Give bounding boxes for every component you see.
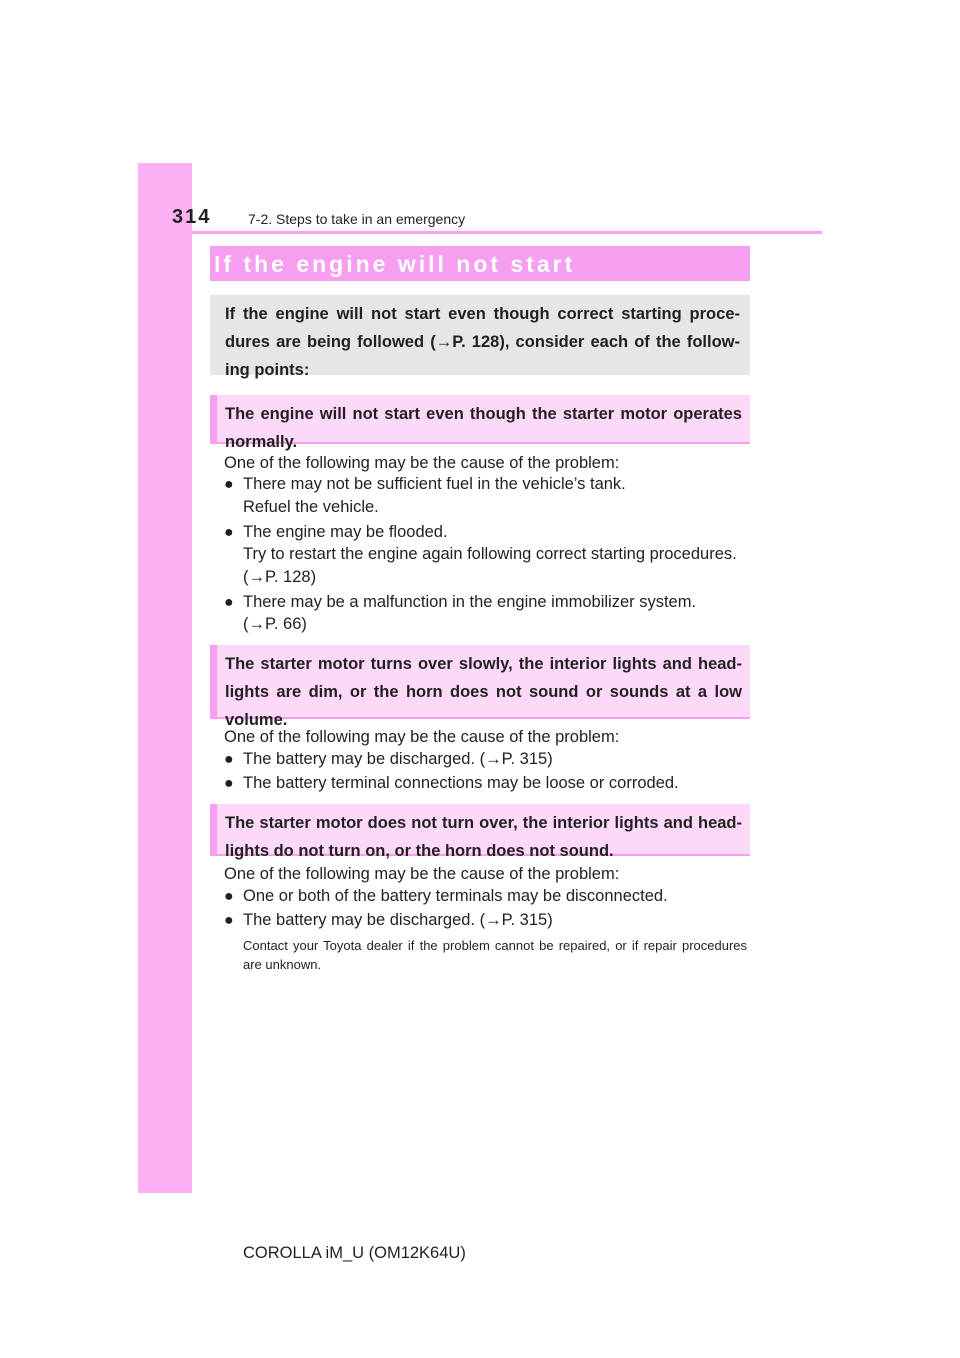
page-number: 314 xyxy=(172,206,212,228)
title-bar xyxy=(210,246,750,281)
bullet-icon: ● xyxy=(224,524,234,541)
heading-line: lights are dim, or the horn does not sound or sounds at a low xyxy=(225,683,742,701)
case3-heading xyxy=(210,804,750,860)
heading-line: normally. xyxy=(225,433,298,451)
bullet-icon: ● xyxy=(224,888,234,905)
cause-intro: One of the following may be the cause of the problem: xyxy=(224,728,620,746)
bullet-icon: ● xyxy=(224,751,234,768)
list-item-text: The battery may be discharged. (→P. 315) xyxy=(243,750,553,768)
list-item-text: The battery terminal connections may be loose or corroded. xyxy=(243,774,679,792)
section-title: 7-2. Steps to take in an emergency xyxy=(248,211,466,227)
bullet-icon: ● xyxy=(224,594,234,611)
heading-line: The starter motor turns over slowly, the interior lights and head- xyxy=(225,655,742,673)
intro-line: dures are being followed (→P. 128), consider each of the follow- xyxy=(225,333,740,351)
list-item-text: There may be a malfunction in the engine immobilizer system. xyxy=(243,593,697,611)
footer-model-code: COROLLA iM_U (OM12K64U) xyxy=(243,1244,466,1262)
list-subtext: (→P. 66) xyxy=(243,615,307,633)
list-item-text: The battery may be discharged. (→P. 315) xyxy=(243,911,553,929)
page-title: If the engine will not start xyxy=(214,251,576,277)
case2-heading xyxy=(210,645,750,729)
heading-line: lights do not turn on, or the horn does not sound. xyxy=(225,842,614,860)
page-header xyxy=(172,202,822,232)
intro-line: If the engine will not start even though correct starting proce- xyxy=(225,305,740,323)
chapter-side-tab xyxy=(138,163,192,1193)
intro-line: ing points: xyxy=(225,361,310,379)
dealer-note: Contact your Toyota dealer if the problem cannot be repaired, or if repair procedures are unknown. xyxy=(243,938,747,972)
header-rule xyxy=(192,231,822,234)
list-subtext: Try to restart the engine again following correct starting procedures. xyxy=(243,545,737,563)
bullet-icon: ● xyxy=(224,912,234,929)
list-item-text: One or both of the battery terminals may be disconnected. xyxy=(243,887,668,905)
intro-box xyxy=(210,295,750,379)
list-subtext: Refuel the vehicle. xyxy=(243,498,379,516)
cause-intro: One of the following may be the cause of the problem: xyxy=(224,454,620,472)
cause-intro: One of the following may be the cause of the problem: xyxy=(224,865,620,883)
list-item xyxy=(224,769,679,798)
list-item-text: The engine may be flooded. xyxy=(243,523,448,541)
case1-heading xyxy=(210,395,750,451)
list-item xyxy=(224,906,553,935)
heading-line: The engine will not start even though the starter motor operates xyxy=(225,405,742,423)
bullet-icon: ● xyxy=(224,476,234,493)
heading-line: volume. xyxy=(225,711,288,729)
list-subtext: (→P. 128) xyxy=(243,568,317,586)
list-item-text: There may not be sufficient fuel in the vehicle’s tank. xyxy=(243,475,626,493)
heading-line: The starter motor does not turn over, the interior lights and head- xyxy=(225,814,742,832)
bullet-icon: ● xyxy=(224,775,234,792)
